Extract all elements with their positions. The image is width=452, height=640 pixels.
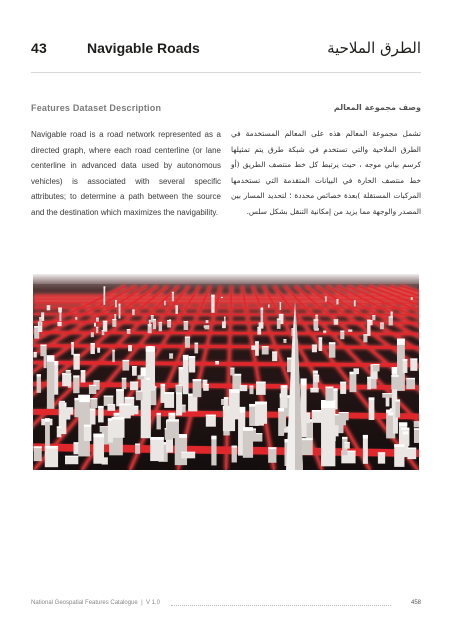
- subtitle-ar: وصف مجموعة المعالم: [333, 103, 421, 112]
- arabic-column: [231, 103, 421, 219]
- subtitle-en: Features Dataset Description: [31, 103, 162, 113]
- footer-catalogue-name: National Geospatial Features Catalogue: [31, 600, 138, 606]
- footer-catalogue-info: [31, 600, 160, 606]
- footer-version: V 1.0: [145, 600, 160, 606]
- body-text-en: Navigable road is a road network represented as a directed graph, where each road centerline (or lane centerline in advanced data used by autonomous vehicles) is associated with several specific attributes; to determine a path between the source and the destination which maximizes the navigability.: [31, 130, 221, 217]
- body-text-ar: تشمل مجموعة المعالم هذه على المعالم المستخدمة في الطرق الملاحية والتي تستخدم في شبكة طرق يتم تمثيلها كرسم بياني موجه ، حيث يرتبط كل خط منتصف الطريق (أو خط منتصف الحارة في البيانات المتقدمة التي تستخدمها المركبات المستقلة )بعدة خصائص محددة ؛ لتحديد المسار بين المصدر والوجهة مما يزيد من إمكانية التنقل بشكل سلس.: [231, 129, 421, 216]
- english-column: [31, 103, 221, 220]
- section-number: 43: [31, 40, 47, 56]
- header-divider: [31, 72, 421, 73]
- footer-dotted-leader: [171, 605, 391, 606]
- city-road-network-image: [33, 274, 419, 470]
- footer-separator: |: [141, 600, 143, 606]
- footer-page-number: 458: [410, 600, 421, 606]
- page-title-ar: الطرق الملاحية: [327, 39, 421, 57]
- page-footer: [31, 598, 421, 610]
- page-header: [31, 40, 421, 62]
- page-title-en: Navigable Roads: [87, 40, 200, 56]
